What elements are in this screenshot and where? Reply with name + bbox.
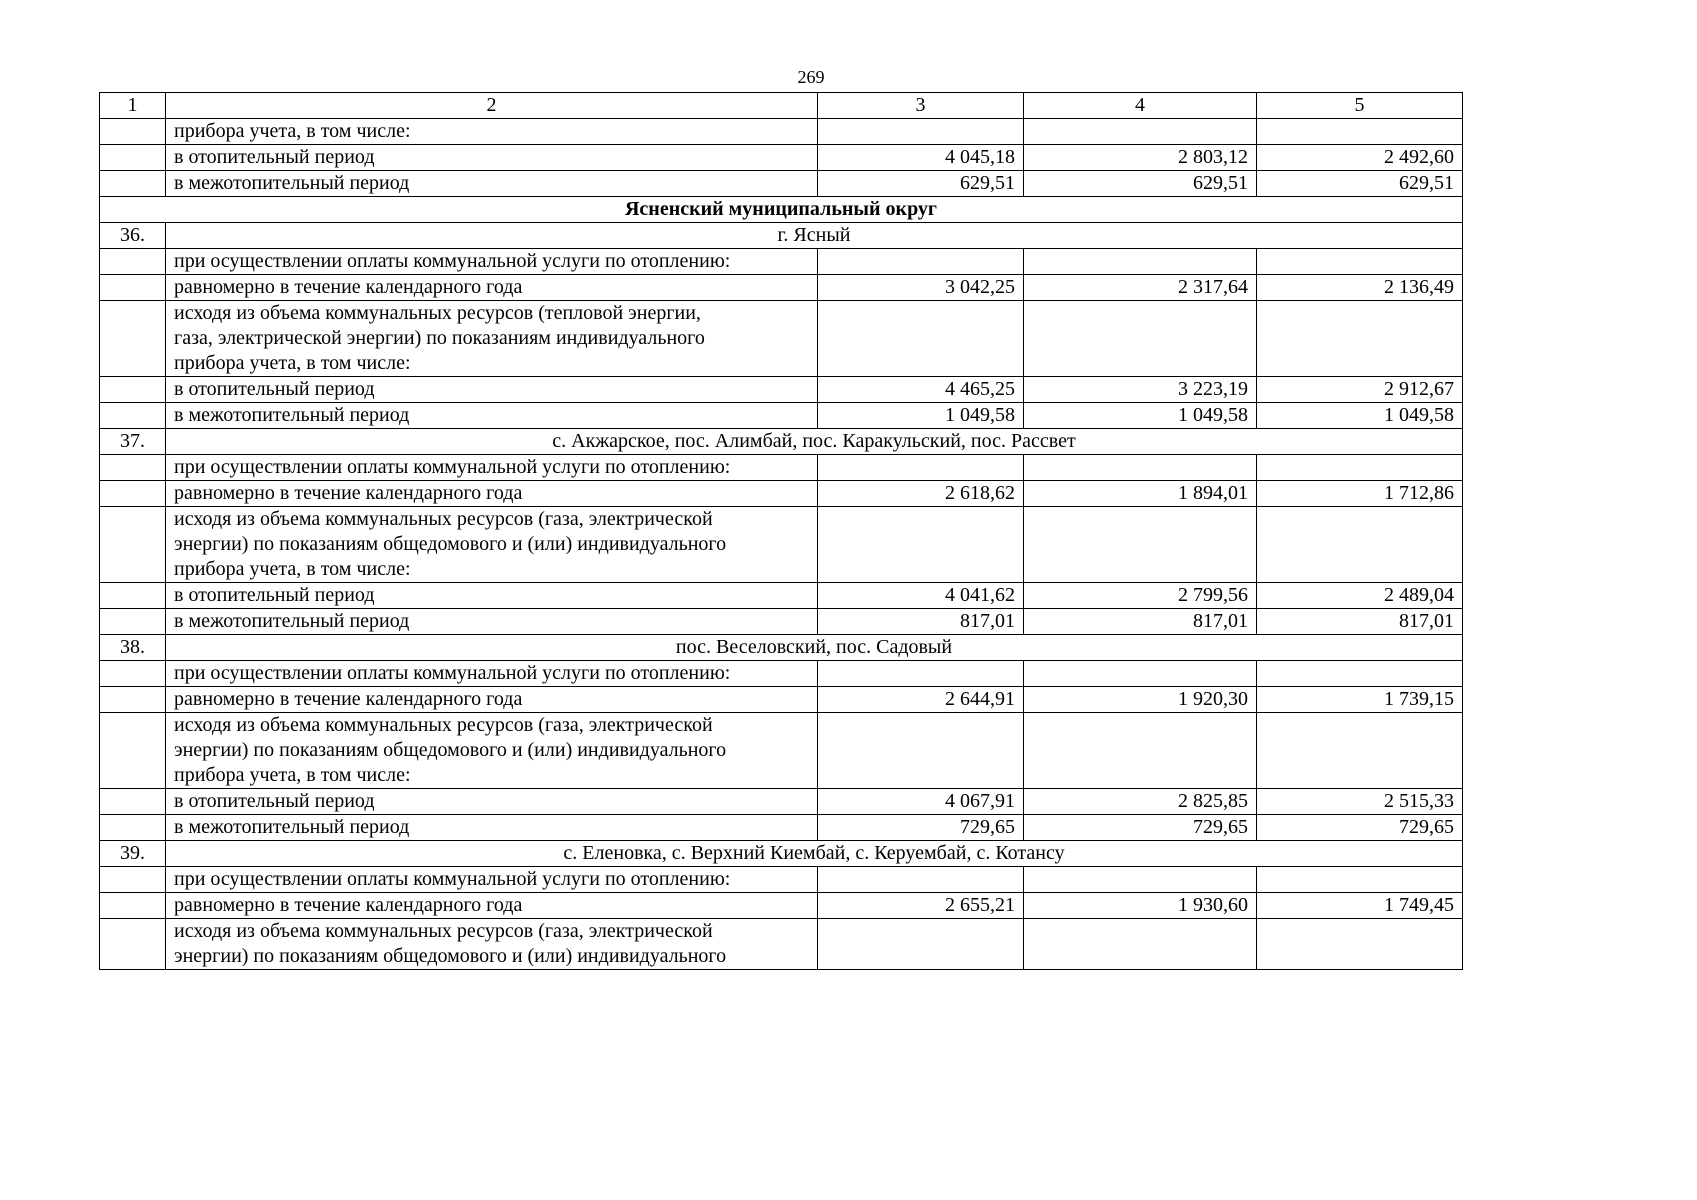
value-column-5: 2 492,60 — [1257, 145, 1463, 171]
description-line: энергии) по показаниям общедомового и (или) индивидуального — [174, 533, 727, 555]
row-description — [166, 301, 818, 377]
settlement-name: с. Акжарское, пос. Алимбай, пос. Каракульский, пос. Рассвет — [166, 429, 1463, 455]
row-number — [100, 249, 166, 275]
row-number — [100, 661, 166, 687]
row-description: при осуществлении оплаты коммунальной услуги по отоплению: — [166, 661, 818, 687]
value-column-5: 817,01 — [1257, 609, 1463, 635]
value-column-3: 4 465,25 — [818, 377, 1024, 403]
table-row — [100, 713, 1463, 789]
column-number-4: 4 — [1024, 93, 1257, 119]
row-number — [100, 481, 166, 507]
table-row — [100, 249, 1463, 275]
value-column-5 — [1257, 119, 1463, 145]
row-number — [100, 609, 166, 635]
description-line: исходя из объема коммунальных ресурсов (газа, электрической — [174, 920, 713, 942]
row-number — [100, 893, 166, 919]
table-row — [100, 661, 1463, 687]
value-column-3: 817,01 — [818, 609, 1024, 635]
value-column-4 — [1024, 301, 1257, 377]
row-description: при осуществлении оплаты коммунальной услуги по отоплению: — [166, 867, 818, 893]
value-column-4 — [1024, 919, 1257, 970]
row-number — [100, 377, 166, 403]
column-number-1: 1 — [100, 93, 166, 119]
row-description: в отопительный период — [166, 145, 818, 171]
table-row — [100, 583, 1463, 609]
row-number: 38. — [100, 635, 166, 661]
value-column-5 — [1257, 507, 1463, 583]
value-column-4 — [1024, 867, 1257, 893]
tariff-table — [99, 92, 1463, 970]
value-column-3: 2 618,62 — [818, 481, 1024, 507]
row-description — [166, 507, 818, 583]
value-column-5: 2 489,04 — [1257, 583, 1463, 609]
description-line: исходя из объема коммунальных ресурсов (газа, электрической — [174, 508, 713, 530]
table-row — [100, 507, 1463, 583]
table-row — [100, 481, 1463, 507]
value-column-5 — [1257, 661, 1463, 687]
table-row — [100, 301, 1463, 377]
value-column-3: 4 045,18 — [818, 145, 1024, 171]
value-column-4: 2 803,12 — [1024, 145, 1257, 171]
description-line: исходя из объема коммунальных ресурсов (тепловой энергии, — [174, 302, 701, 324]
value-column-3 — [818, 919, 1024, 970]
row-number — [100, 455, 166, 481]
value-column-4 — [1024, 119, 1257, 145]
value-column-5: 1 739,15 — [1257, 687, 1463, 713]
row-number — [100, 919, 166, 970]
value-column-5: 2 515,33 — [1257, 789, 1463, 815]
row-number — [100, 145, 166, 171]
value-column-3 — [818, 713, 1024, 789]
table-row — [100, 119, 1463, 145]
row-description: равномерно в течение календарного года — [166, 275, 818, 301]
settlement-row — [100, 223, 1463, 249]
row-number — [100, 403, 166, 429]
value-column-4: 3 223,19 — [1024, 377, 1257, 403]
table-row — [100, 171, 1463, 197]
value-column-5: 1 049,58 — [1257, 403, 1463, 429]
value-column-3: 629,51 — [818, 171, 1024, 197]
row-description: в отопительный период — [166, 583, 818, 609]
table-row — [100, 455, 1463, 481]
column-number-5: 5 — [1257, 93, 1463, 119]
value-column-4: 1 049,58 — [1024, 403, 1257, 429]
table-row — [100, 377, 1463, 403]
value-column-4: 2 825,85 — [1024, 789, 1257, 815]
settlement-name: с. Еленовка, с. Верхний Киембай, с. Керуембай, с. Котансу — [166, 841, 1463, 867]
table-row — [100, 815, 1463, 841]
value-column-5: 729,65 — [1257, 815, 1463, 841]
row-number — [100, 789, 166, 815]
row-number — [100, 171, 166, 197]
value-column-3: 2 644,91 — [818, 687, 1024, 713]
column-number-row — [100, 93, 1463, 119]
settlement-name: г. Ясный — [166, 223, 1463, 249]
value-column-4 — [1024, 455, 1257, 481]
value-column-3 — [818, 507, 1024, 583]
row-description: при осуществлении оплаты коммунальной услуги по отоплению: — [166, 249, 818, 275]
value-column-3: 2 655,21 — [818, 893, 1024, 919]
value-column-4: 729,65 — [1024, 815, 1257, 841]
description-line: прибора учета, в том числе: — [174, 558, 411, 580]
row-number — [100, 713, 166, 789]
row-number — [100, 119, 166, 145]
description-line: прибора учета, в том числе: — [174, 764, 411, 786]
row-description: прибора учета, в том числе: — [166, 119, 818, 145]
row-number: 37. — [100, 429, 166, 455]
row-description: в отопительный период — [166, 789, 818, 815]
table-body — [100, 119, 1463, 970]
description-line: энергии) по показаниям общедомового и (или) индивидуального — [174, 739, 727, 761]
table-row — [100, 789, 1463, 815]
value-column-4: 2 799,56 — [1024, 583, 1257, 609]
value-column-5 — [1257, 919, 1463, 970]
description-line: энергии) по показаниям общедомового и (или) индивидуального — [174, 945, 727, 967]
row-number — [100, 867, 166, 893]
row-number — [100, 301, 166, 377]
row-number: 36. — [100, 223, 166, 249]
row-description: равномерно в течение календарного года — [166, 481, 818, 507]
row-number — [100, 815, 166, 841]
table-row — [100, 609, 1463, 635]
value-column-3: 4 041,62 — [818, 583, 1024, 609]
row-description: при осуществлении оплаты коммунальной услуги по отоплению: — [166, 455, 818, 481]
settlement-name: пос. Веселовский, пос. Садовый — [166, 635, 1463, 661]
value-column-5 — [1257, 249, 1463, 275]
row-number — [100, 583, 166, 609]
value-column-3 — [818, 867, 1024, 893]
value-column-4: 2 317,64 — [1024, 275, 1257, 301]
table-row — [100, 145, 1463, 171]
section-heading: Ясненский муниципальный округ — [100, 197, 1463, 223]
value-column-3 — [818, 301, 1024, 377]
row-description: в межотопительный период — [166, 403, 818, 429]
value-column-3: 3 042,25 — [818, 275, 1024, 301]
description-line: исходя из объема коммунальных ресурсов (газа, электрической — [174, 714, 713, 736]
section-heading-row — [100, 197, 1463, 223]
row-description: в межотопительный период — [166, 815, 818, 841]
value-column-3 — [818, 119, 1024, 145]
row-description: равномерно в течение календарного года — [166, 687, 818, 713]
settlement-row — [100, 429, 1463, 455]
value-column-5: 1 749,45 — [1257, 893, 1463, 919]
value-column-3: 1 049,58 — [818, 403, 1024, 429]
column-number-2: 2 — [166, 93, 818, 119]
value-column-4 — [1024, 661, 1257, 687]
value-column-5 — [1257, 867, 1463, 893]
table-row — [100, 867, 1463, 893]
value-column-5 — [1257, 713, 1463, 789]
value-column-4 — [1024, 249, 1257, 275]
row-number — [100, 275, 166, 301]
value-column-3 — [818, 661, 1024, 687]
table-row — [100, 919, 1463, 970]
settlement-row — [100, 635, 1463, 661]
value-column-5: 629,51 — [1257, 171, 1463, 197]
row-description — [166, 713, 818, 789]
value-column-4 — [1024, 713, 1257, 789]
row-description: в отопительный период — [166, 377, 818, 403]
description-line: прибора учета, в том числе: — [174, 352, 411, 374]
value-column-5 — [1257, 301, 1463, 377]
row-description: равномерно в течение календарного года — [166, 893, 818, 919]
value-column-4: 817,01 — [1024, 609, 1257, 635]
table-row — [100, 893, 1463, 919]
table-row — [100, 403, 1463, 429]
column-number-3: 3 — [818, 93, 1024, 119]
description-line: газа, электрической энергии) по показаниям индивидуального — [174, 327, 705, 349]
settlement-row — [100, 841, 1463, 867]
page-number: 269 — [797, 67, 825, 87]
value-column-4: 1 920,30 — [1024, 687, 1257, 713]
value-column-3 — [818, 249, 1024, 275]
row-number — [100, 507, 166, 583]
row-description — [166, 919, 818, 970]
value-column-3: 729,65 — [818, 815, 1024, 841]
table-row — [100, 275, 1463, 301]
row-description: в межотопительный период — [166, 609, 818, 635]
value-column-4 — [1024, 507, 1257, 583]
row-description: в межотопительный период — [166, 171, 818, 197]
value-column-5 — [1257, 455, 1463, 481]
value-column-5: 1 712,86 — [1257, 481, 1463, 507]
value-column-4: 629,51 — [1024, 171, 1257, 197]
value-column-3: 4 067,91 — [818, 789, 1024, 815]
value-column-3 — [818, 455, 1024, 481]
row-number: 39. — [100, 841, 166, 867]
row-number — [100, 687, 166, 713]
value-column-4: 1 930,60 — [1024, 893, 1257, 919]
value-column-5: 2 136,49 — [1257, 275, 1463, 301]
table-row — [100, 687, 1463, 713]
value-column-5: 2 912,67 — [1257, 377, 1463, 403]
value-column-4: 1 894,01 — [1024, 481, 1257, 507]
